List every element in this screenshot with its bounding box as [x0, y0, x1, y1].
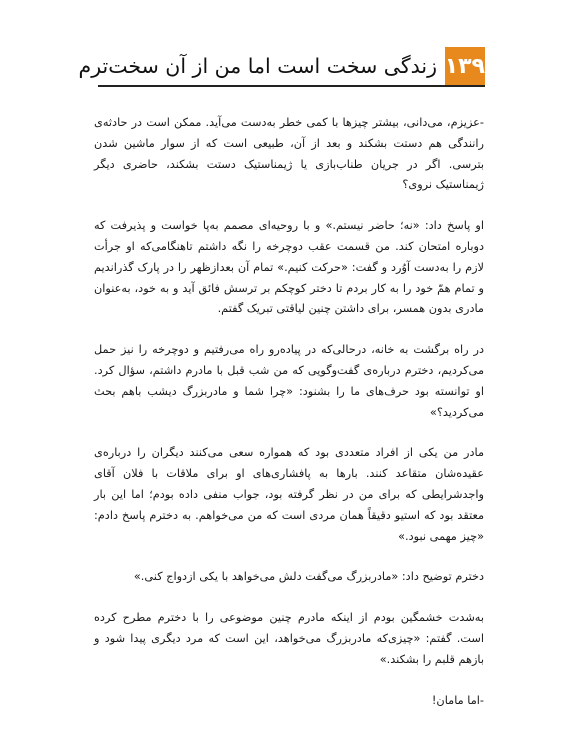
paragraph: دخترم توضیح داد: «مادربزرگ می‌گفت دلش می‌خواهد با یکی ازدواج کنی.»	[133, 570, 484, 584]
chapter-header	[78, 43, 485, 87]
paragraph: -اما مامان!	[431, 693, 484, 707]
chapter-title: زندگی سخت است اما من از آن سخت‌ترم	[78, 54, 437, 78]
paragraph: به‌شدت خشمگین بودم از اینکه مادرم چنین موضوعی را با دخترم مطرح کرده است. گفتم: «چیزی‌که مادربزرگ می‌خواهد، این است که مرد دیگری پیدا شود و بازهم قلبم را بشکند.»	[94, 611, 484, 666]
chapter-number-badge: ۱۳۹	[445, 47, 485, 87]
paragraph: مادر من یکی از افراد متعددی بود که همواره سعی می‌کنند دیگران را درباره‌ی عقیده‌شان متقاعد کنند. بارها به پافشاری‌های او برای ملاقات با فلان آقای واجدشرایطی که برای من در نظر گرفته بود، جواب منفی داده بودم؛ اما این بار معتقد بود که استیو دقیقاً همان مردی است که من می‌خواهم. به دخترم پاسخ دادم: «چیز مهمی نبود.»	[94, 446, 484, 543]
paragraph: -عزیزم، می‌دانی، بیشتر چیزها با کمی خطر به‌دست می‌آید. ممکن است در حادثه‌ی رانندگی هم دستت بشکند و بعد از آن، طبیعی است که از سوار ماشین شدن بترسی. اگر در جریان طناب‌بازی یا ژیمناستیک دستت بشکند، حاضری دیگر ژیمناستیک نروی؟	[94, 116, 484, 192]
paragraph: او پاسخ داد: «نه؛ حاضر نیستم.» و با روحیه‌ای مصمم به‌پا خواست و پذیرفت که دوباره امتحان کند. من قسمت عقب دوچرخه را نگه داشتم تاهنگامی‌که او جرأت لازم را به‌دست آوُرد و گفت: «حرکت کنیم.» تمام آن بعدازظهر را در پارک گذراندیم و تمام همّ خود را به کار بردم تا دختر کوچکم بر ترسش فائق آید و به خود، به‌عنوان مادری بدون همسر، برای داشتن چنین لیاقتی تبریک گفتم.	[94, 219, 484, 316]
paragraph: در راه برگشت به خانه، درحالی‌که در پیاده‌رو راه می‌رفتیم و دوچرخه را نیز حمل می‌کردیم، دخترم درباره‌ی گفت‌وگویی که من شب قبل با مادرم داشتم، سؤال کرد. او توانسته بود حرف‌های ما را بشنود: «چرا شما و مادربزرگ دیشب باهم بحث می‌کردید؟»	[94, 343, 484, 419]
header-underline	[98, 85, 485, 87]
body-text	[94, 113, 484, 711]
